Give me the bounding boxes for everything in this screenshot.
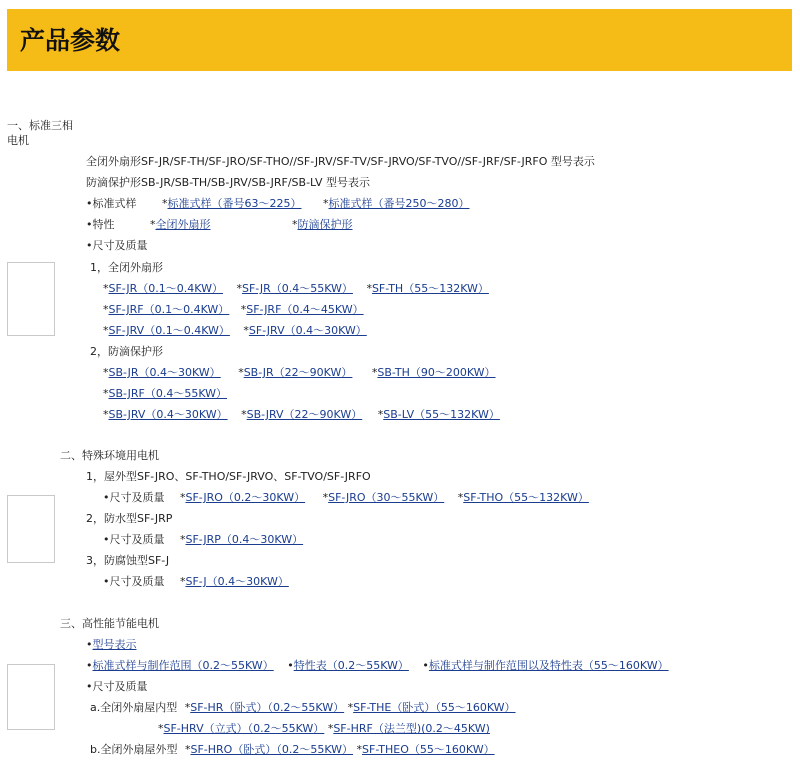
section-2-title: 二、特殊环境用电机 [60,449,159,462]
link-sb-lv[interactable]: SB-LV（55～132KW） [383,408,500,421]
link-sf-hro[interactable]: SF-HRO（卧式）（0.2～55KW） [190,743,354,756]
drip-links-row-1: *SB-JR（0.4～30KW） *SB-JR（22～90KW） *SB-TH（90～200KW） [103,366,496,379]
standard-style-row: •标准式样 *标准式样（番号63～225） *标准式样（番号250～280） [86,197,470,210]
link-sb-th[interactable]: SB-TH（90～200KW） [377,366,496,379]
link-standard-range[interactable]: 标准式样与制作范围（0.2～55KW） [92,659,274,672]
indoor-links-row-1: a.全闭外扇屋内型 *SF-HR（卧式）（0.2～55KW） *SF-THE（卧式）（55～160KW） [90,701,516,714]
outdoor-type-title: 1，屋外型SF-JRO、SF-THO/SF-JRVO、SF-TVO/SF-JRFO [86,470,371,483]
indoor-links-row-2: *SF-HRV（立式）（0.2～55KW） *SF-HRF（法兰型)(0.2～45KW) [158,722,490,735]
outdoor-links-row-3: b.全闭外扇屋外型 *SF-HRO（卧式）（0.2～55KW） *SF-THEO（55～160KW） [90,743,495,756]
link-sf-th[interactable]: SF-TH（55～132KW） [371,282,489,295]
drip-links-row-3: *SB-JRV（0.4～30KW） *SB-JRV（22～90KW） *SB-LV（55～132KW） [103,408,500,421]
spec-bullet-b: • [287,659,294,672]
link-standard-range-and-characteristics[interactable]: 标准式样与制作范围以及特性表（55～160KW） [428,659,669,672]
standard-style-label: •标准式样 [86,197,137,210]
anticorrosion-dimensions-label: •尺寸及质量 [103,575,165,588]
drip-links-row-2: *SB-JRF（0.4～55KW） [103,387,228,400]
link-sf-theo[interactable]: SF-THEO（55～160KW） [362,743,495,756]
anticorrosion-type-title: 3，防腐蚀型SF-J [86,554,170,567]
model-line-drip: 防滴保护形SB-JR/SB-TH/SB-JRV/SB-JRF/SB-LV 型号表示 [86,176,370,189]
characteristics-link-drip[interactable]: 防滴保护形 [297,218,353,231]
image-placeholder-1 [7,262,55,336]
sub-drip-title: 2，防滴保护形 [90,345,163,358]
section-1-title-line1: 一、标准三相 [7,119,73,132]
anticorrosion-links-row: •尺寸及质量 *SF-J（0.4～30KW） [103,575,289,588]
indoor-type-label: a.全闭外扇屋内型 [90,701,178,714]
dimensions-label-3: •尺寸及质量 [86,680,148,693]
spec-bullet-a: • [86,659,93,672]
spec-bullet-c: • [422,659,429,672]
link-sf-jrf-04[interactable]: SF-JRF（0.4～45KW） [246,303,364,316]
waterproof-type-title: 2，防水型SF-JRP [86,512,173,525]
link-sf-jro-30[interactable]: SF-JRO（30～55KW） [328,491,445,504]
link-sf-hrv[interactable]: SF-HRV（立式）（0.2～55KW） [163,722,325,735]
link-sf-jrp[interactable]: SF-JRP（0.4～30KW） [185,533,304,546]
model-link-row [86,638,137,652]
link-sf-jrv-01[interactable]: SF-JRV（0.1～0.4KW） [108,324,230,337]
link-sb-jrf[interactable]: SB-JRF（0.4～55KW） [108,387,228,400]
image-placeholder-2 [7,495,55,563]
outdoor-type-label: b.全闭外扇屋外型 [90,743,178,756]
link-sf-jr-04[interactable]: SF-JR（0.4～55KW） [241,282,353,295]
sub-closed-title: 1，全闭外扇形 [90,261,163,274]
characteristics-link-closed[interactable]: 全闭外扇形 [155,218,211,231]
page-title: 产品参数 [20,26,121,55]
model-line-closed: 全闭外扇形SF-JR/SF-TH/SF-JRO/SF-THO//SF-JRV/SF-TV/SF-JRVO/SF-TVO//SF-JRF/SF-JRFO 型号表示 [86,155,595,168]
characteristics-label: •特性 [86,218,115,231]
link-sf-j[interactable]: SF-J（0.4～30KW） [185,575,289,588]
dimensions-label-1: •尺寸及质量 [86,239,148,252]
link-sf-tho[interactable]: SF-THO（55～132KW） [463,491,589,504]
link-sb-jr-04[interactable]: SB-JR（0.4～30KW） [108,366,221,379]
header-banner [7,9,792,71]
closed-links-row-3: *SF-JRV（0.1～0.4KW） *SF-JRV（0.4～30KW） [103,324,367,337]
outdoor-dimensions-label: •尺寸及质量 [103,491,165,504]
characteristics-row: •特性 *全闭外扇形 *防滴保护形 [86,218,353,231]
link-sf-jrv-04[interactable]: SF-JRV（0.4～30KW） [248,324,367,337]
section-3-title: 三、高性能节能电机 [60,617,159,630]
link-sf-the[interactable]: SF-THE（卧式）（55～160KW） [353,701,516,714]
image-placeholder-3 [7,664,55,730]
link-sf-jro-02[interactable]: SF-JRO（0.2～30KW） [185,491,306,504]
link-model-designation[interactable]: 型号表示 [92,638,137,651]
spec-links-row [86,659,669,673]
link-sb-jrv-22[interactable]: SB-JRV（22～90KW） [246,408,363,421]
link-sf-hrf[interactable]: SF-HRF（法兰型)(0.2～45KW) [333,722,490,735]
waterproof-dimensions-label: •尺寸及质量 [103,533,165,546]
standard-style-link-1[interactable]: 标准式样（番号63～225） [167,197,302,210]
closed-links-row-2: *SF-JRF（0.1～0.4KW） *SF-JRF（0.4～45KW） [103,303,364,316]
link-sf-jr-01[interactable]: SF-JR（0.1～0.4KW） [108,282,223,295]
model-bullet: • [86,638,93,651]
outdoor-links-row: •尺寸及质量 *SF-JRO（0.2～30KW） *SF-JRO（30～55KW） *SF-THO（55～132KW） [103,491,589,504]
closed-links-row-1: *SF-JR（0.1～0.4KW） *SF-JR（0.4～55KW） *SF-TH（55～132KW） [103,282,489,295]
link-sf-hr[interactable]: SF-HR（卧式）（0.2～55KW） [190,701,345,714]
standard-style-link-2[interactable]: 标准式样（番号250～280） [328,197,470,210]
link-sb-jrv-04[interactable]: SB-JRV（0.4～30KW） [108,408,228,421]
link-characteristics-table[interactable]: 特性表（0.2～55KW） [293,659,409,672]
section-1-title [7,118,87,148]
link-sb-jr-22[interactable]: SB-JR（22～90KW） [243,366,353,379]
waterproof-links-row: •尺寸及质量 *SF-JRP（0.4～30KW） [103,533,304,546]
section-1-title-line2: 电机 [7,134,29,147]
link-sf-jrf-01[interactable]: SF-JRF（0.1～0.4KW） [108,303,230,316]
